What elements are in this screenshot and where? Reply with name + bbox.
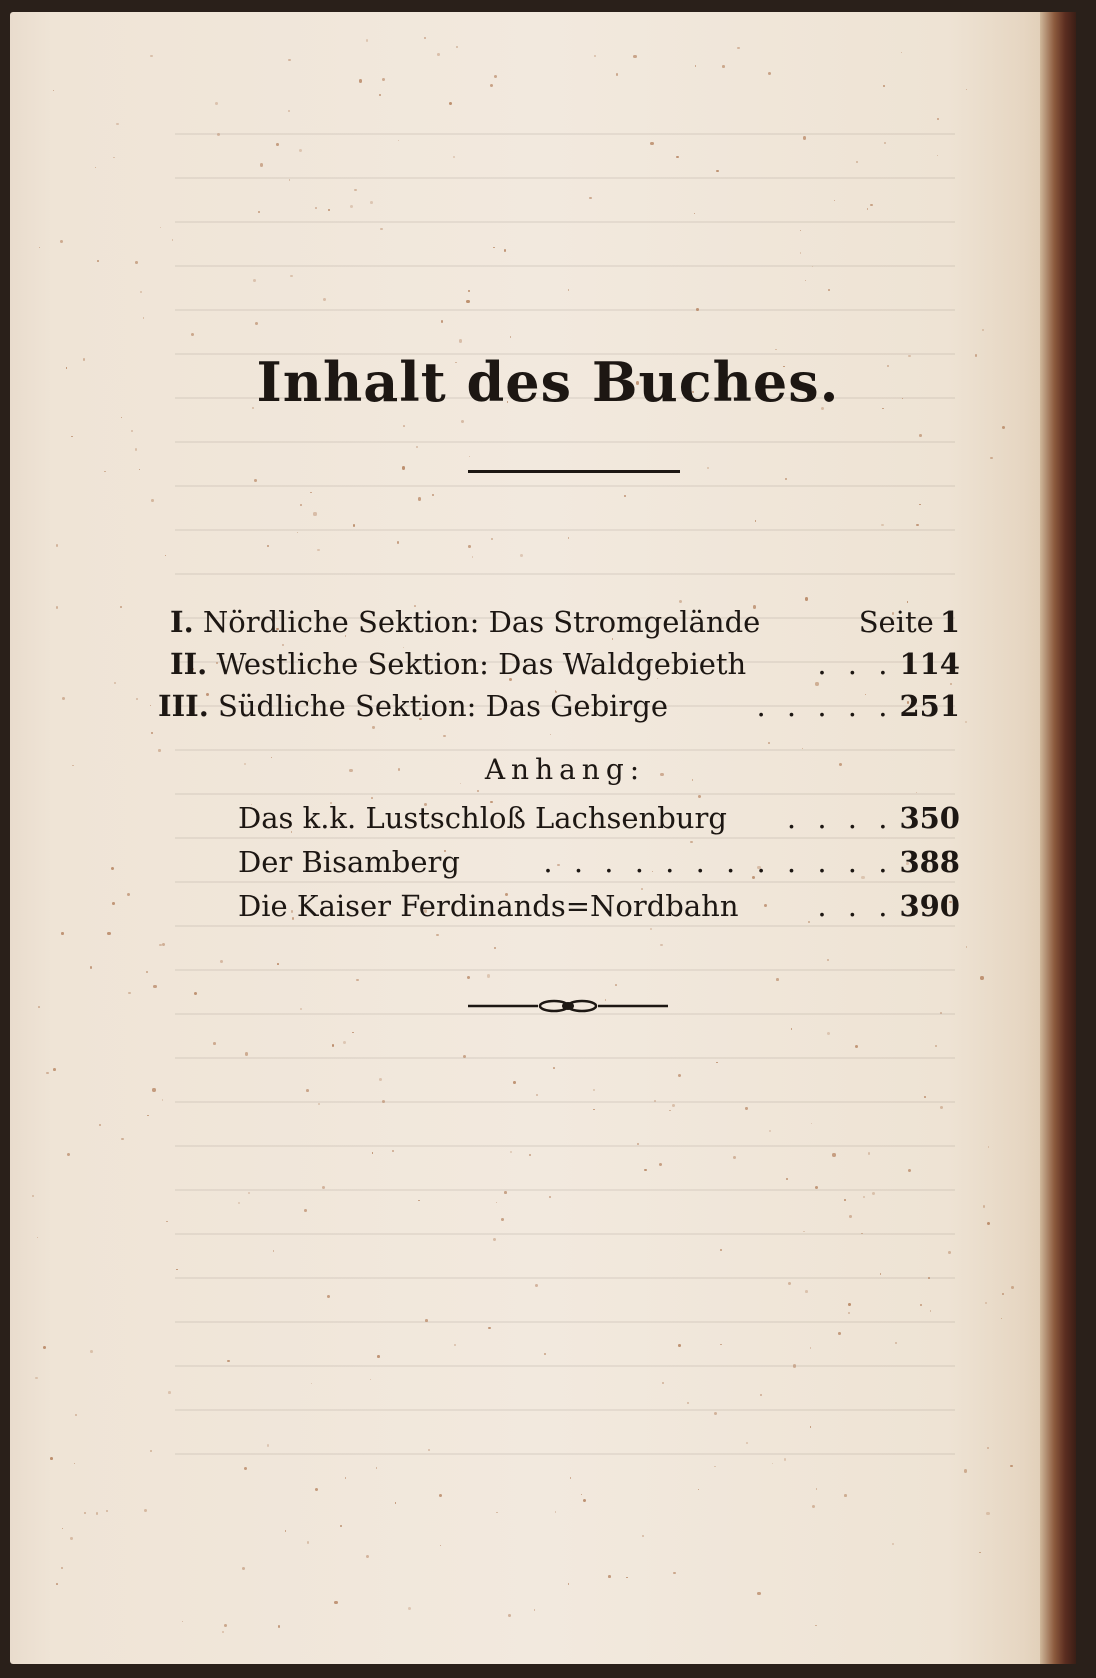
- appendix-entry-3: [238, 889, 960, 929]
- entry-title: Südliche Sektion: Das Gebirge: [218, 689, 669, 723]
- entry-number: I.: [170, 605, 194, 639]
- toc-entry-1: [170, 605, 960, 645]
- entry-dots: . . . .: [786, 801, 894, 835]
- appendix-entry-1: [238, 801, 960, 841]
- entry-dots: . . .: [817, 889, 894, 923]
- toc-entry-3: [158, 689, 960, 729]
- entry-page: 114: [899, 647, 960, 681]
- title-rule: [468, 470, 680, 473]
- entry-page: 350: [899, 801, 960, 835]
- ornament-divider: [468, 996, 668, 1016]
- entry-number: II.: [170, 647, 208, 681]
- entry-dots: . . . . .: [756, 689, 894, 723]
- entry-page: 1: [939, 605, 960, 639]
- entry-title: Das k.k. Lustschloß Lachsenburg: [238, 801, 727, 835]
- entry-title: Die Kaiser Ferdinands=Nordbahn: [238, 889, 739, 923]
- appendix-heading: Anhang:: [484, 753, 646, 786]
- entry-number: III.: [158, 689, 209, 723]
- entry-page: 390: [899, 889, 960, 923]
- toc-entry-2: [170, 647, 960, 687]
- entry-dots: . . .: [817, 647, 894, 681]
- entry-dots: . . . . . . . . . . . .: [543, 845, 894, 879]
- appendix-entry-2: [238, 845, 960, 885]
- entry-title: Nördliche Sektion: Das Stromgelände: [202, 605, 761, 639]
- page-title: Inhalt des Buches.: [256, 350, 840, 414]
- entry-page: 388: [899, 845, 960, 879]
- entry-lead-label: Seite: [858, 605, 934, 639]
- entry-page: 251: [899, 689, 960, 723]
- entry-title: Westliche Sektion: Das Waldgebieth: [216, 647, 747, 681]
- entry-title: Der Bisamberg: [238, 845, 460, 879]
